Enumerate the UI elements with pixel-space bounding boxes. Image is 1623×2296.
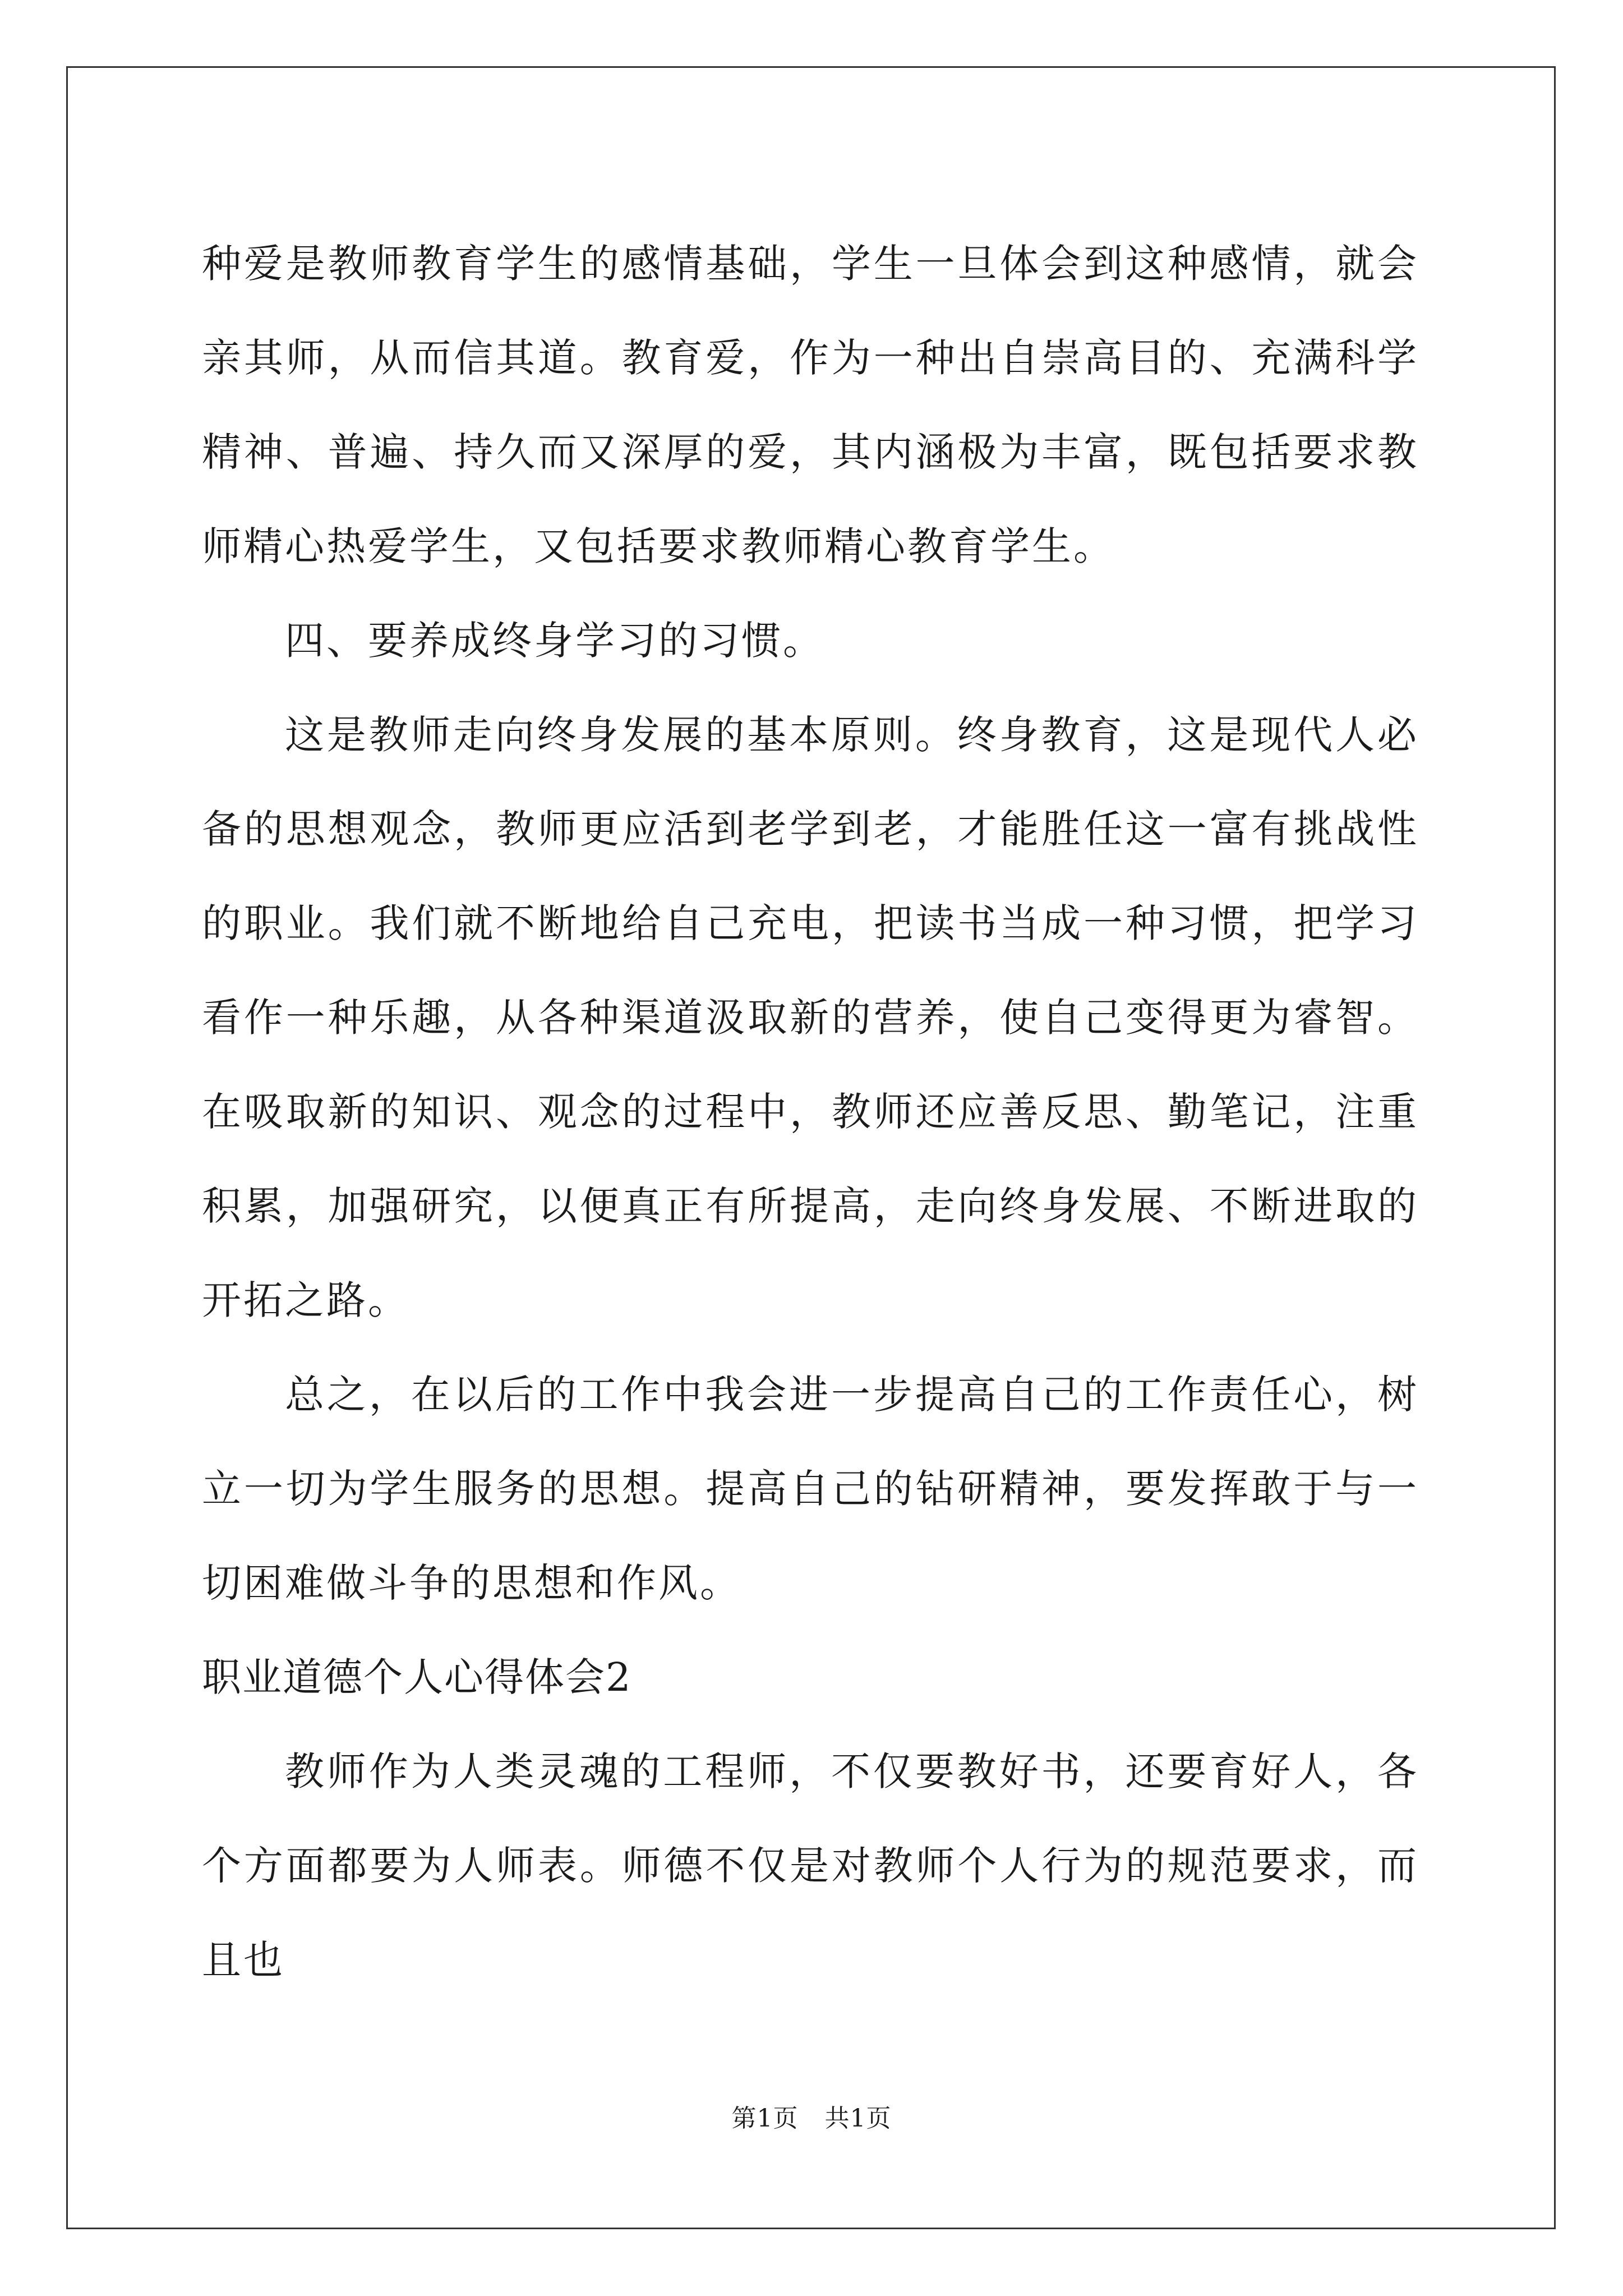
paragraph-heading-four: 四、要养成终身学习的习惯。 — [285, 618, 824, 664]
paragraph-teacher-role: 教师作为人类灵魂的工程师，不仅要教好书，还要育好人，各个方面都要为人师表。师德不仅是对教师个人行为的规范要求，而且也 — [202, 1749, 1419, 1983]
paragraph-conclusion: 总之，在以后的工作中我会进一步提高自己的工作责任心，树立一切为学生服务的思想。提高自己的钻研精神，要发挥敢于与一切困难做斗争的思想和作风。 — [202, 1372, 1419, 1606]
section-title: 职业道德个人心得体会2 — [202, 1654, 632, 1700]
page-number-current: 第1页 — [731, 2104, 799, 2133]
paragraph-lifelong-learning: 这是教师走向终身发展的基本原则。终身教育，这是现代人必备的思想观念，教师更应活到老学到老，才能胜任这一富有挑战性的职业。我们就不断地给自己充电，把读书当成一种习惯，把学习看作一种乐趣，从各种渠道汲取新的营养，使自己变得更为睿智。在吸取新的知识、观念的过程中，教师还应善反思、勤笔记，注重积累，加强研究，以便真正有所提高，走向终身发展、不断进取的开拓之路。 — [202, 712, 1419, 1323]
document-body — [202, 217, 1419, 2007]
page-footer — [0, 2098, 1623, 2134]
page-number-total: 共1页 — [824, 2104, 892, 2133]
paragraph-love-of-education: 种爱是教师教育学生的感情基础，学生一旦体会到这种感情，就会亲其师，从而信其道。教育爱，作为一种出自崇高目的、充满科学精神、普遍、持久而又深厚的爱，其内涵极为丰富，既包括要求教师精心热爱学生，又包括要求教师精心教育学生。 — [202, 241, 1419, 569]
